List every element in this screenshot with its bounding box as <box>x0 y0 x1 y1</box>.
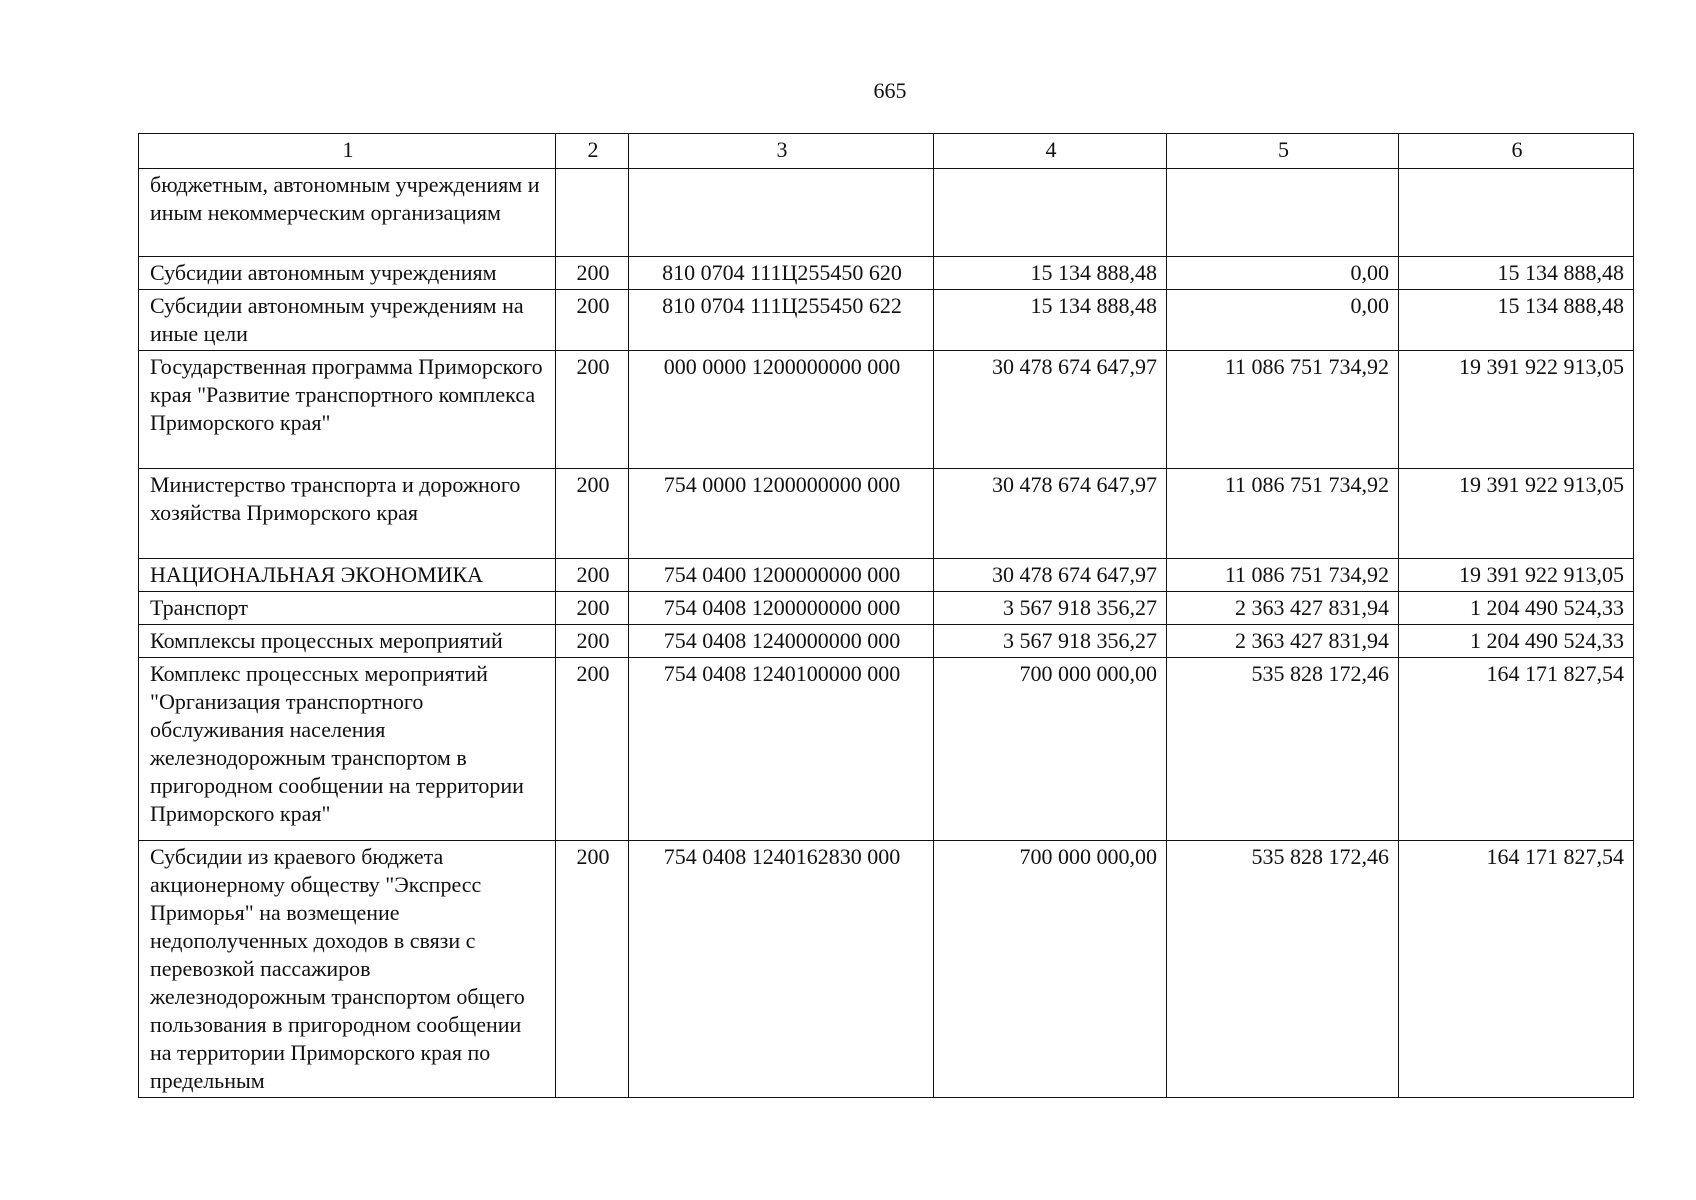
row-value-5: 11 086 751 734,92 <box>1167 351 1399 469</box>
table-row <box>139 592 1634 625</box>
table-row <box>139 559 1634 592</box>
row-grbs: 200 <box>556 658 629 841</box>
row-value-6: 15 134 888,48 <box>1399 257 1634 290</box>
row-code: 810 0704 111Ц255450 620 <box>629 257 934 290</box>
row-code: 754 0408 1200000000 000 <box>629 592 934 625</box>
row-value-4: 15 134 888,48 <box>934 257 1167 290</box>
row-value-4: 30 478 674 647,97 <box>934 469 1167 559</box>
row-code: 000 0000 1200000000 000 <box>629 351 934 469</box>
row-value-5: 2 363 427 831,94 <box>1167 625 1399 658</box>
row-grbs <box>556 169 629 257</box>
table-header <box>139 134 1634 169</box>
row-value-5: 11 086 751 734,92 <box>1167 559 1399 592</box>
row-value-4: 30 478 674 647,97 <box>934 351 1167 469</box>
table-row <box>139 257 1634 290</box>
header-col-1: 1 <box>139 134 556 169</box>
row-value-5: 0,00 <box>1167 290 1399 351</box>
row-value-6: 164 171 827,54 <box>1399 841 1634 1098</box>
row-value-6: 164 171 827,54 <box>1399 658 1634 841</box>
row-name: Субсидии автономным учреждениям <box>139 257 556 290</box>
row-name: Субсидии автономным учреждениям на иные цели <box>139 290 556 351</box>
budget-table <box>138 133 1634 1098</box>
row-code: 754 0000 1200000000 000 <box>629 469 934 559</box>
row-value-6: 1 204 490 524,33 <box>1399 592 1634 625</box>
row-value-4: 3 567 918 356,27 <box>934 592 1167 625</box>
row-grbs: 200 <box>556 351 629 469</box>
row-value-4: 3 567 918 356,27 <box>934 625 1167 658</box>
row-grbs: 200 <box>556 257 629 290</box>
row-name: Комплексы процессных мероприятий <box>139 625 556 658</box>
row-code: 754 0400 1200000000 000 <box>629 559 934 592</box>
row-value-6: 1 204 490 524,33 <box>1399 625 1634 658</box>
row-name: Министерство транспорта и дорожного хозяйства Приморского края <box>139 469 556 559</box>
row-value-6: 19 391 922 913,05 <box>1399 469 1634 559</box>
row-name: НАЦИОНАЛЬНАЯ ЭКОНОМИКА <box>139 559 556 592</box>
row-value-6 <box>1399 169 1634 257</box>
row-grbs: 200 <box>556 290 629 351</box>
header-col-4: 4 <box>934 134 1167 169</box>
table-body <box>139 169 1634 1098</box>
row-value-5: 535 828 172,46 <box>1167 841 1399 1098</box>
table-row <box>139 841 1634 1098</box>
row-value-4: 30 478 674 647,97 <box>934 559 1167 592</box>
table-row <box>139 469 1634 559</box>
row-name: Комплекс процессных мероприятий "Организация транспортного обслуживания населения железнодорожным транспортом в пригородном сообщении на территории Приморского края" <box>139 658 556 841</box>
header-col-6: 6 <box>1399 134 1634 169</box>
table-row <box>139 658 1634 841</box>
header-col-5: 5 <box>1167 134 1399 169</box>
row-name: Государственная программа Приморского края "Развитие транспортного комплекса Приморского края" <box>139 351 556 469</box>
table-row <box>139 290 1634 351</box>
row-value-5 <box>1167 169 1399 257</box>
table-row <box>139 351 1634 469</box>
row-value-5: 535 828 172,46 <box>1167 658 1399 841</box>
row-value-6: 15 134 888,48 <box>1399 290 1634 351</box>
row-code: 754 0408 1240000000 000 <box>629 625 934 658</box>
row-value-6: 19 391 922 913,05 <box>1399 559 1634 592</box>
row-code: 754 0408 1240162830 000 <box>629 841 934 1098</box>
row-name: бюджетным, автономным учреждениям и иным некоммерческим организациям <box>139 169 556 257</box>
row-value-4: 15 134 888,48 <box>934 290 1167 351</box>
row-value-5: 2 363 427 831,94 <box>1167 592 1399 625</box>
header-col-2: 2 <box>556 134 629 169</box>
row-grbs: 200 <box>556 625 629 658</box>
table-row <box>139 625 1634 658</box>
row-code <box>629 169 934 257</box>
row-grbs: 200 <box>556 559 629 592</box>
row-code: 754 0408 1240100000 000 <box>629 658 934 841</box>
row-grbs: 200 <box>556 592 629 625</box>
header-col-3: 3 <box>629 134 934 169</box>
row-value-4: 700 000 000,00 <box>934 841 1167 1098</box>
row-name: Транспорт <box>139 592 556 625</box>
table-row <box>139 169 1634 257</box>
row-grbs: 200 <box>556 841 629 1098</box>
row-value-5: 0,00 <box>1167 257 1399 290</box>
row-code: 810 0704 111Ц255450 622 <box>629 290 934 351</box>
row-grbs: 200 <box>556 469 629 559</box>
header-row <box>139 134 1634 169</box>
page-number: 665 <box>873 78 907 103</box>
row-name: Субсидии из краевого бюджета акционерному обществу "Экспресс Приморья" на возмещение недополученных доходов в связи с перевозкой пассажиров железнодорожным транспортом общего пользования в пригородном сообщении на территории Приморского края по предельным <box>139 841 556 1098</box>
row-value-6: 19 391 922 913,05 <box>1399 351 1634 469</box>
row-value-4 <box>934 169 1167 257</box>
row-value-5: 11 086 751 734,92 <box>1167 469 1399 559</box>
row-value-4: 700 000 000,00 <box>934 658 1167 841</box>
